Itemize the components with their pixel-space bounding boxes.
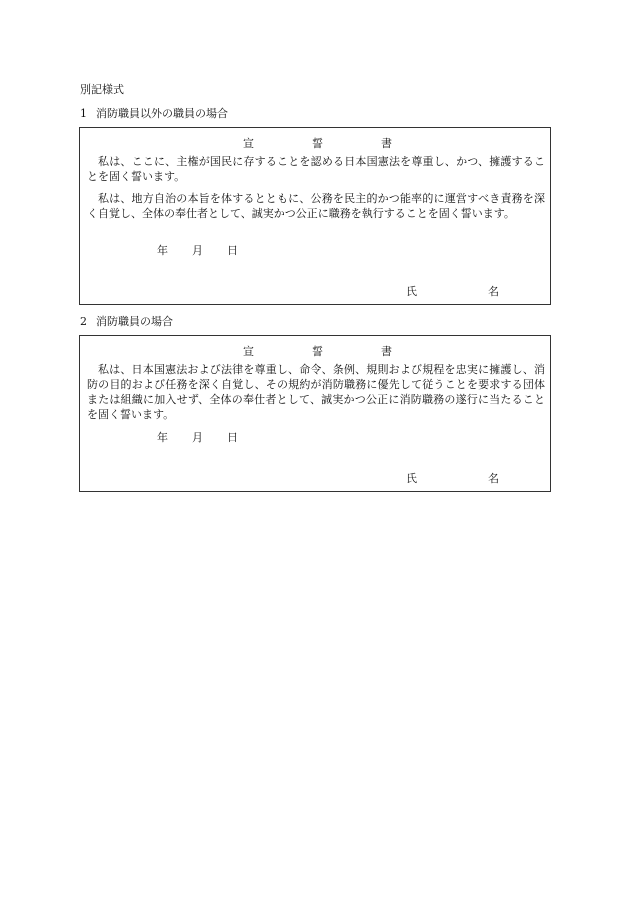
date-month-label: 月 (192, 431, 203, 444)
section-2-title: 消防職員の場合 (96, 315, 173, 328)
oath-title-2 (80, 345, 550, 359)
name-line-1 (80, 285, 550, 299)
name-label-char: 氏 (406, 472, 417, 485)
name-label-char: 氏 (406, 285, 417, 298)
name-label-char: 名 (488, 285, 499, 298)
date-year-label: 年 (157, 244, 168, 257)
oath-title-char: 宣 (243, 345, 254, 358)
oath-box-2 (79, 335, 551, 492)
date-month-label: 月 (192, 244, 203, 257)
section-1-title: 消防職員以外の職員の場合 (96, 107, 228, 120)
date-day-label: 日 (227, 431, 238, 444)
name-label-char: 名 (488, 472, 499, 485)
oath-title-char: 書 (381, 137, 392, 150)
oath-paragraph: 私は、日本国憲法および法律を尊重し、命令、条例、規則および規程を忠実に擁護し、消防の目的および任務を深く自覚し、その規約が消防職務に優先して従うことを要求する団体または組織に加入せず、全体の奉仕者として、誠実かつ公正に消防職務の遂行に当たることを固く誓います。 (87, 363, 545, 421)
name-line-2 (80, 472, 550, 486)
section-1-heading (80, 107, 228, 121)
date-line-1 (80, 244, 550, 258)
oath-title-char: 宣 (243, 137, 254, 150)
oath-title-1 (80, 137, 550, 151)
oath-title-char: 書 (381, 345, 392, 358)
date-day-label: 日 (227, 244, 238, 257)
oath-paragraph: 私は、ここに、主権が国民に存することを認める日本国憲法を尊重し、かつ、擁護することを固く誓います。 (87, 155, 545, 183)
oath-box-1 (79, 127, 551, 305)
date-line-2 (80, 431, 550, 445)
section-2-heading (80, 315, 173, 329)
form-label: 別記様式 (80, 83, 124, 96)
oath-title-char: 誓 (312, 137, 323, 150)
section-1-number: 1 (80, 107, 87, 120)
oath-title-char: 誓 (312, 345, 323, 358)
section-2-number: 2 (80, 315, 87, 328)
date-year-label: 年 (157, 431, 168, 444)
oath-paragraph: 私は、地方自治の本旨を体するとともに、公務を民主的かつ能率的に運営すべき責務を深く自覚し、全体の奉仕者として、誠実かつ公正に職務を執行することを固く誓います。 (87, 192, 545, 220)
